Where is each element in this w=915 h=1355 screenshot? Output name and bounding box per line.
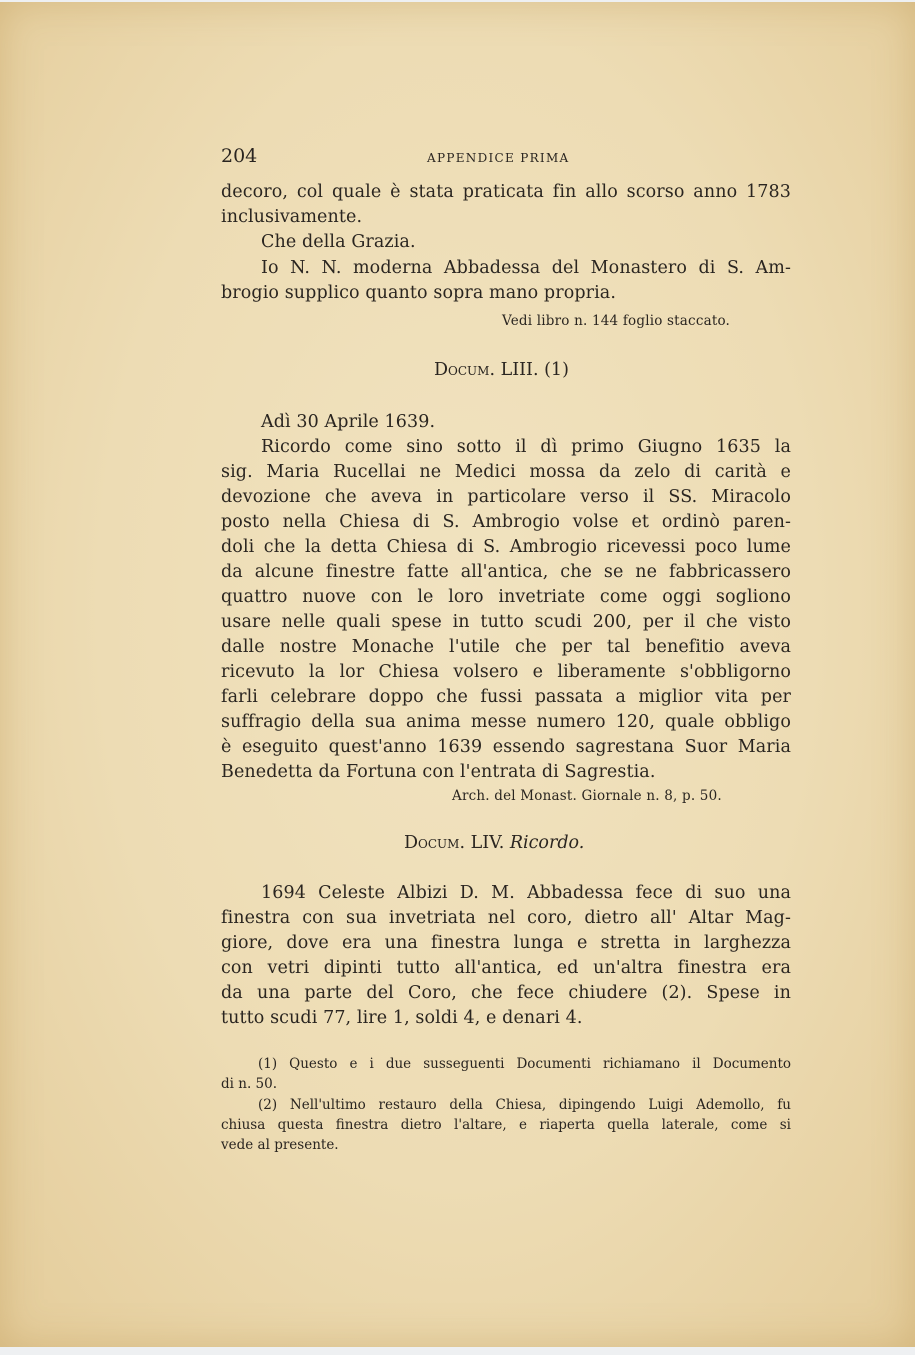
heading-number: LIII. [500,360,539,380]
text-line: devozione che aveva in particolare verso il SS. Miracolo [221,487,791,507]
source-citation: Arch. del Monast. Giornale n. 8, p. 50. [452,788,722,804]
text-line: con vetri dipinti tutto all'antica, ed un'altra finestra era [221,958,791,978]
text-line: è eseguito quest'anno 1639 essendo sagrestana Suor Maria [221,737,791,757]
footnote-1-line: (1) Questo e i due susseguenti Documenti richiamano il Documento [258,1056,791,1072]
heading-prefix: Docum. [404,833,466,853]
closing-line: Che della Grazia. [261,232,416,252]
heading-subtitle: Ricordo. [509,833,585,853]
text-line: quattro nuove con le loro invetriate come oggi sogliono [221,587,791,607]
text-line: suffragio della sua anima messe numero 120, quale obbligo [221,712,791,732]
page-number: 204 [221,145,258,167]
source-citation: Vedi libro n. 144 foglio staccato. [502,313,731,329]
footnote-ref: (1) [544,360,569,380]
signature-line: brogio supplico quanto sopra mano propria. [221,283,617,303]
text-line: doli che la detta Chiesa di S. Ambrogio ricevessi poco lume [221,537,791,557]
text-line: 1694 Celeste Albizi D. M. Abbadessa fece di suo una [261,883,791,903]
text-line: Benedetta da Fortuna con l'entrata di Sagrestia. [221,762,656,782]
text-line: ricevuto la lor Chiesa volsero e liberamente s'obbligorno [221,662,791,682]
document-heading-54 [404,833,584,853]
document-heading-53 [434,360,569,380]
footnote-1-line: di n. 50. [221,1076,277,1092]
scanned-page [0,2,915,1347]
text-line: tutto scudi 77, lire 1, soldi 4, e denari 4. [221,1008,583,1028]
heading-number: LIV. [470,833,505,853]
text-line: da alcune finestre fatte all'antica, che se ne fabbricassero [221,562,791,582]
text-line: Ricordo come sino sotto il dì primo Giugno 1635 la [261,437,791,457]
text-line: posto nella Chiesa di S. Ambrogio volse et ordinò paren- [221,512,791,532]
text-line: da una parte del Coro, che fece chiudere (2). Spese in [221,983,791,1003]
text-line: usare nelle quali spese in tutto scudi 200, per il che visto [221,612,791,632]
footnote-2-line: vede al presente. [221,1137,339,1153]
running-title: APPENDICE PRIMA [427,151,570,165]
text-line: decoro, col quale è stata praticata fin allo scorso anno 1783 [221,182,791,202]
text-line: inclusivamente. [221,207,363,227]
text-line: dalle nostre Monache l'utile che per tal benefitio aveva [221,637,791,657]
footnote-2-line: (2) Nell'ultimo restauro della Chiesa, dipingendo Luigi Ademollo, fu [258,1097,791,1113]
heading-prefix: Docum. [434,360,496,380]
text-line: farli celebrare doppo che fussi passata a miglior vita per [221,687,791,707]
text-line: sig. Maria Rucellai ne Medici mossa da zelo di carità e [221,462,791,482]
text-line: finestra con sua invetriata nel coro, dietro all' Altar Mag- [221,908,791,928]
text-line: giore, dove era una finestra lunga e stretta in larghezza [221,933,791,953]
signature-line: Io N. N. moderna Abbadessa del Monastero di S. Am- [261,258,791,278]
footnote-2-line: chiusa questa finestra dietro l'altare, e riaperta quella laterale, come si [221,1117,791,1133]
date-line: Adì 30 Aprile 1639. [261,412,436,432]
